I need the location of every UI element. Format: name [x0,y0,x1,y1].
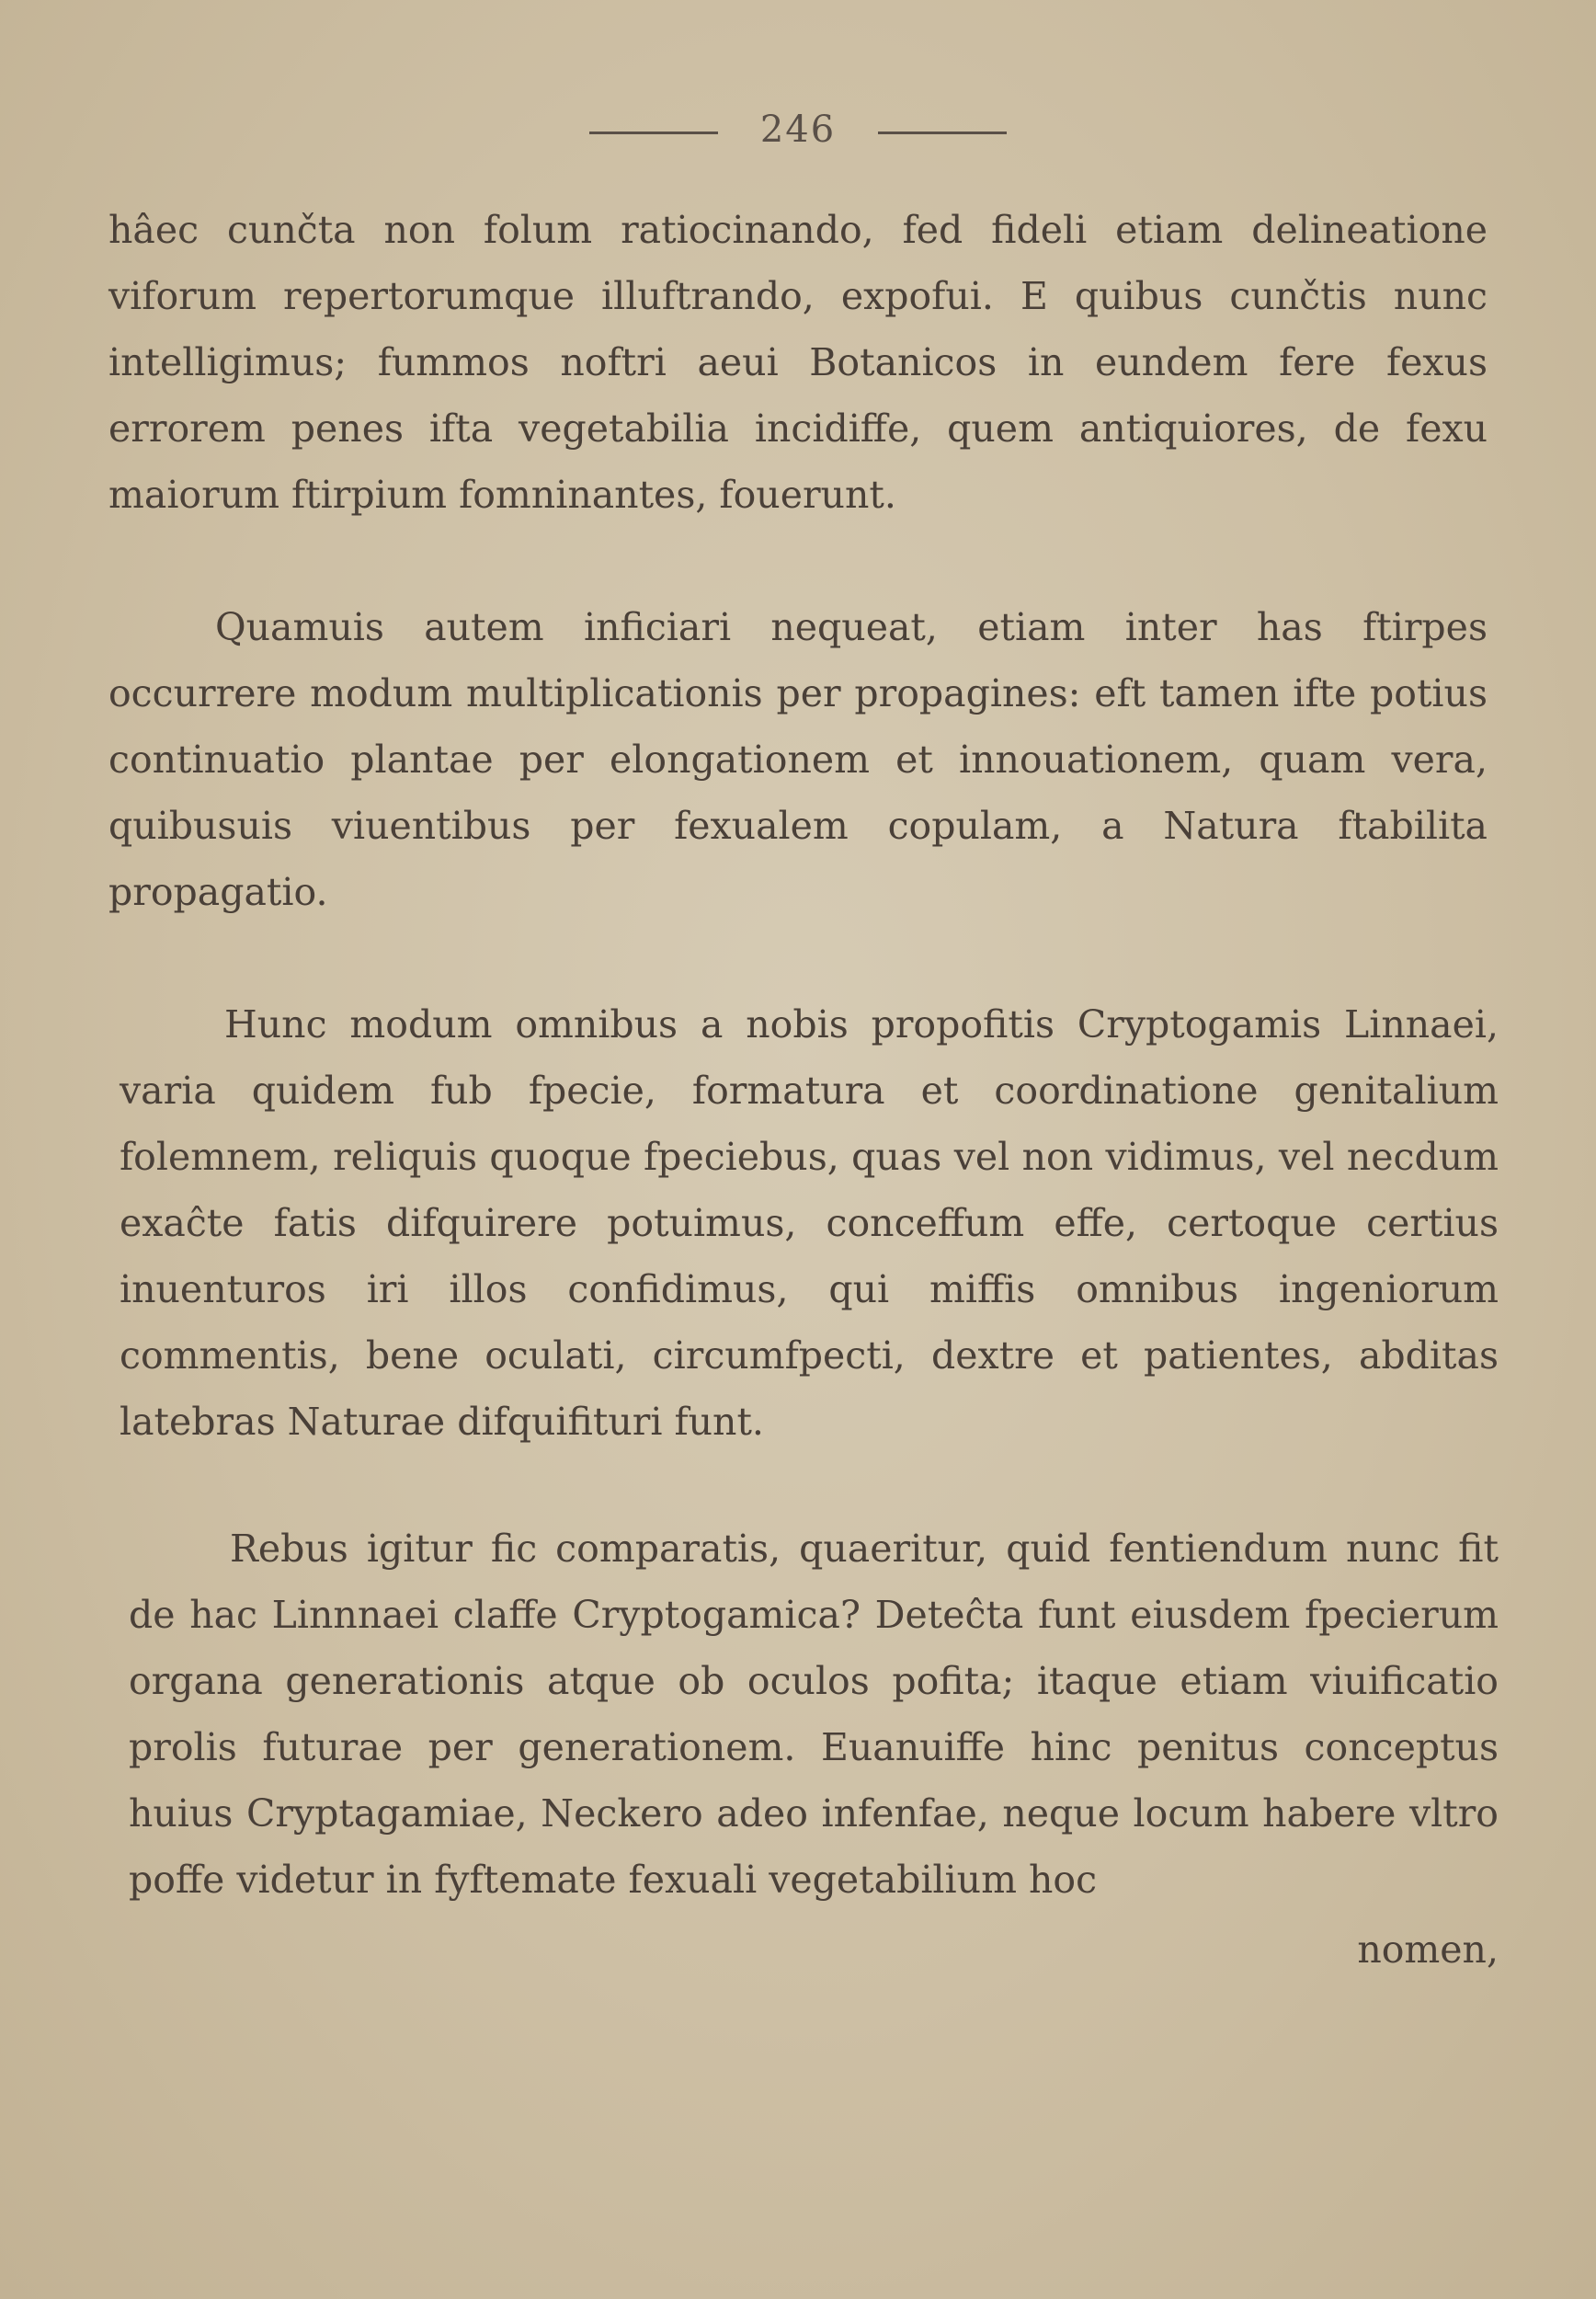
header-rule-left [589,132,718,134]
paragraph-4: Rebus igitur fic comparatis, quaeritur, quid fentiendum nunc fit de hac Linnnaei claffe Cryptogamica? Deteĉta funt eiusdem fpecierum organa generationis atque ob oculos pofita; itaque etiam viuificatio prolis futurae per generationem. Euanuiffe hinc penitus conceptus huius Cryptagamiae, Neckero adeo infenfae, neque locum habere vltro poffe videtur in fyftemate fexuali vegetabilium hoc [129,1527,1499,1902]
paragraph-2: Quamuis autem inficiari nequeat, etiam inter has ftirpes occurrere modum multiplicationis per propagines: eft tamen ifte potius continuatio plantae per elongationem et innouationem, quam vera, quibusuis viuentibus per fexualem copulam, a Natura ftabilita propagatio. [108,605,1488,914]
catchword: nomen, [1357,1927,1499,1972]
paragraph-3: Hunc modum omnibus a nobis propofitis Cryptogamis Linnaei, varia quidem fub fpecie, formatura et coordinatione genitalium folemnem, reliquis quoque fpeciebus, quas vel non vidimus, vel necdum exaĉte fatis difquirere potuimus, conceffum effe, certoque certius inuenturos iri illos confidimus, qui miffis omnibus ingeniorum commentis, bene oculati, circumfpecti, dextre et patientes, abditas latebras Naturae difquifituri funt. [120,1002,1499,1444]
paragraph-1: hâec cunčta non folum ratiocinando, fed fideli etiam delineatione viforum repertorumque illuftrando, expofui. E quibus cunčtis nunc intelligimus; fummos noftri aeui Botanicos in eundem fere fexus errorem penes ifta vegetabilia incidiffe, quem antiquiores, de fexu maiorum ftirpium fomninantes, fouerunt. [108,208,1488,517]
header-rule-right [878,132,1007,134]
page-number: 246 [759,109,837,151]
page-header [0,109,1596,151]
